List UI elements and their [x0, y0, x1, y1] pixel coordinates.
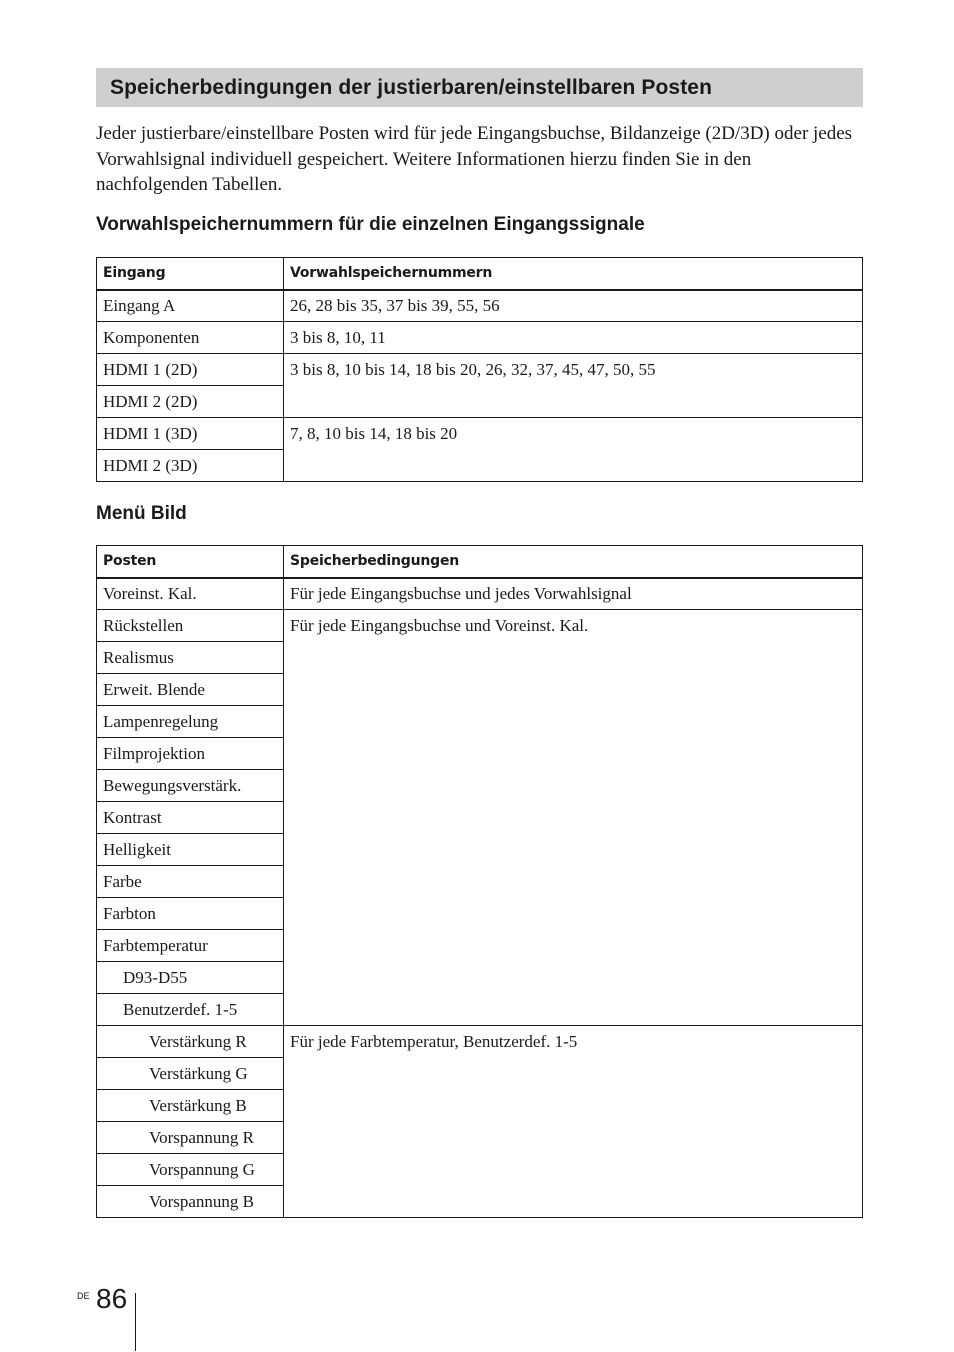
preset-numbers-cell: 3 bis 8, 10 bis 14, 18 bis 20, 26, 32, 37, 45, 47, 50, 55: [284, 354, 863, 418]
picture-menu-table: [96, 545, 863, 1218]
table-row: [97, 418, 863, 450]
item-cell: Realismus: [97, 642, 284, 674]
preset-numbers-cell: 3 bis 8, 10, 11: [284, 322, 863, 354]
table-row: [97, 578, 863, 610]
preset-memory-table: [96, 257, 863, 482]
condition-cell: Für jede Eingangsbuchse und Voreinst. Kal.: [284, 610, 863, 1026]
item-cell: Farbtemperatur: [97, 930, 284, 962]
footer-language-code: DE: [77, 1291, 90, 1301]
item-cell: Filmprojektion: [97, 738, 284, 770]
item-cell: Kontrast: [97, 802, 284, 834]
table2-heading: Menü Bild: [96, 503, 187, 524]
input-cell: HDMI 1 (3D): [97, 418, 284, 450]
table-row: [97, 290, 863, 322]
table-row: [97, 354, 863, 386]
input-cell: Eingang A: [97, 290, 284, 322]
preset-numbers-cell: 26, 28 bis 35, 37 bis 39, 55, 56: [284, 290, 863, 322]
item-cell: Helligkeit: [97, 834, 284, 866]
column-header-storage-conditions: Speicherbedingungen: [284, 546, 863, 578]
section-title: Speicherbedingungen der justierbaren/einstellbaren Posten: [110, 75, 713, 99]
input-cell: HDMI 2 (2D): [97, 386, 284, 418]
item-cell: Verstärkung B: [97, 1090, 284, 1122]
intro-paragraph: Jeder justierbare/einstellbare Posten wird für jede Eingangsbuchse, Bildanzeige (2D/3D) oder jedes Vorwahlsignal individuell gespeichert. Weitere Informationen hierzu finden Sie in den nachfolgenden Tabellen.: [96, 123, 853, 195]
item-cell: Farbe: [97, 866, 284, 898]
item-cell: Lampenregelung: [97, 706, 284, 738]
item-cell: Vorspannung B: [97, 1186, 284, 1218]
table-header-row: [97, 258, 863, 290]
table-row: [97, 1026, 863, 1058]
page-number: 86: [96, 1283, 128, 1314]
table-row: [97, 610, 863, 642]
item-cell: Verstärkung G: [97, 1058, 284, 1090]
column-header-preset-numbers: Vorwahlspeichernummern: [284, 258, 863, 290]
item-cell: Farbton: [97, 898, 284, 930]
condition-cell: Für jede Eingangsbuchse und jedes Vorwahlsignal: [284, 578, 863, 610]
condition-cell: Für jede Farbtemperatur, Benutzerdef. 1-5: [284, 1026, 863, 1218]
section-title-bar: [96, 68, 863, 107]
input-cell: HDMI 1 (2D): [97, 354, 284, 386]
item-cell: Erweit. Blende: [97, 674, 284, 706]
item-cell: Benutzerdef. 1-5: [97, 994, 284, 1026]
footer-divider: [135, 1293, 136, 1351]
item-cell: D93-D55: [97, 962, 284, 994]
input-cell: HDMI 2 (3D): [97, 450, 284, 482]
item-cell: Verstärkung R: [97, 1026, 284, 1058]
item-cell: Rückstellen: [97, 610, 284, 642]
preset-numbers-cell: 7, 8, 10 bis 14, 18 bis 20: [284, 418, 863, 482]
table1-heading: Vorwahlspeichernummern für die einzelnen Eingangssignale: [96, 214, 645, 235]
item-cell: Vorspannung R: [97, 1122, 284, 1154]
table-header-row: [97, 546, 863, 578]
item-cell: Vorspannung G: [97, 1154, 284, 1186]
table-row: [97, 322, 863, 354]
item-cell: Bewegungsverstärk.: [97, 770, 284, 802]
column-header-input: Eingang: [97, 258, 284, 290]
column-header-item: Posten: [97, 546, 284, 578]
input-cell: Komponenten: [97, 322, 284, 354]
item-cell: Voreinst. Kal.: [97, 578, 284, 610]
